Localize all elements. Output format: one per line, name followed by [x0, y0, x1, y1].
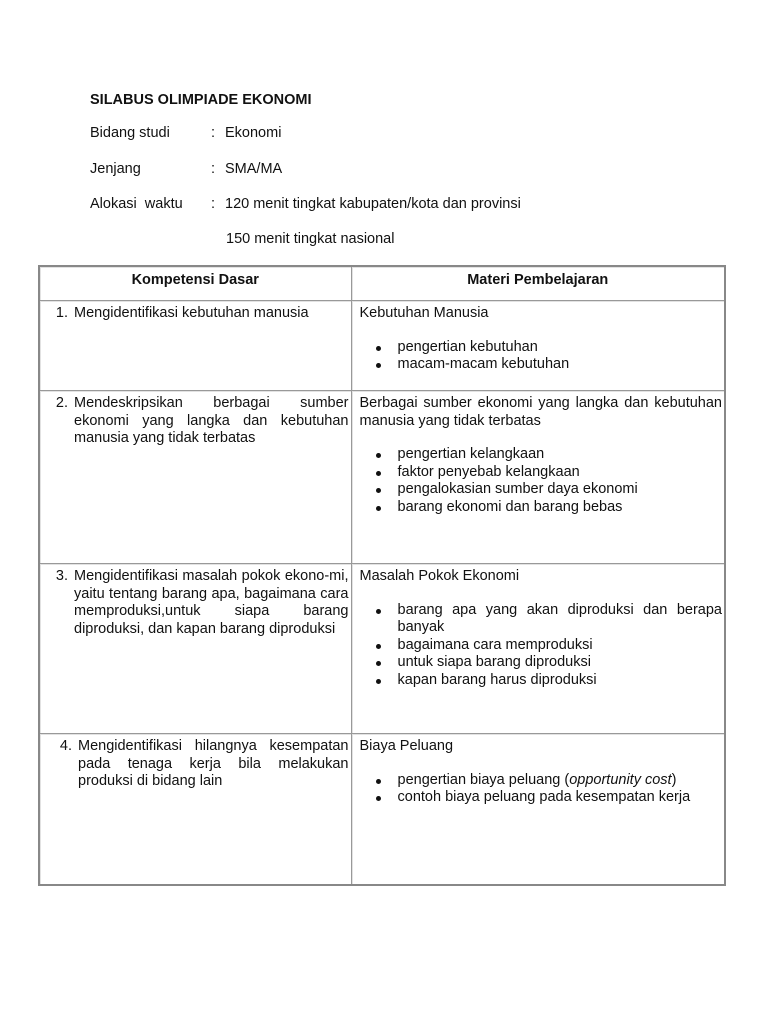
- list-item: [360, 464, 723, 482]
- list-item-close: ): [671, 771, 677, 788]
- list-item-text: untuk siapa barang diproduksi: [397, 654, 591, 670]
- row-number: 2.: [55, 395, 68, 411]
- materi-heading: Kebutuhan Manusia: [359, 305, 489, 321]
- materi-heading: Biaya Peluang: [359, 738, 454, 754]
- row-number: 4.: [59, 738, 72, 754]
- header-kompetensi: [39, 266, 351, 301]
- list-item-text: bagaimana cara memproduksi: [397, 636, 593, 653]
- bullet-icon: [376, 661, 381, 666]
- list-item-text: pengertian kelangkaan: [397, 446, 545, 462]
- materi-list: [360, 446, 723, 516]
- alokasi-value-1: 120 menit tingkat kabupaten/kota dan provinsi: [225, 196, 521, 212]
- list-item-italic: opportunity cost: [569, 771, 672, 788]
- table-header-row: [39, 266, 725, 301]
- list-item-text: barang apa yang akan diproduksi dan berapa banyak: [397, 601, 722, 635]
- kd-text: Mengidentifikasi masalah pokok ekono-mi, yaitu tentang barang apa, bagaimana cara memproduksi,untuk siapa barang diproduksi, dan kapan barang diproduksi: [74, 568, 349, 637]
- materi-cell: [351, 301, 725, 391]
- table-row: [39, 564, 725, 734]
- header-materi: [351, 266, 725, 301]
- bidang-colon: :: [211, 125, 216, 141]
- bidang-value: Ekonomi: [225, 125, 282, 141]
- table-row: [39, 301, 725, 391]
- list-item: [360, 481, 723, 499]
- list-item-text: pengertian biaya peluang (: [397, 771, 570, 788]
- bullet-icon: [376, 346, 381, 351]
- header-kompetensi-label: Kompetensi Dasar: [131, 272, 259, 288]
- list-item: [360, 672, 723, 690]
- list-item: [360, 356, 723, 374]
- list-item: [360, 772, 723, 790]
- jenjang-colon: :: [211, 161, 216, 177]
- alokasi-colon: :: [211, 196, 216, 212]
- materi-cell: [351, 734, 725, 886]
- header-materi-label: Materi Pembelajaran: [467, 272, 609, 288]
- syllabus-table: [38, 265, 726, 886]
- materi-list: [360, 602, 723, 690]
- materi-list: [360, 772, 723, 807]
- bullet-icon: [376, 779, 381, 784]
- kd-cell: [39, 564, 351, 734]
- bullet-icon: [376, 679, 381, 684]
- list-item-text: faktor penyebab kelangkaan: [397, 463, 580, 480]
- list-item-text: pengalokasian sumber daya ekonomi: [397, 481, 638, 497]
- list-item: [360, 654, 723, 672]
- materi-cell: [351, 564, 725, 734]
- list-item-text: macam-macam kebutuhan: [397, 356, 570, 372]
- list-item: [360, 446, 723, 464]
- kd-cell: [39, 391, 351, 564]
- list-item-text: kapan barang harus diproduksi: [397, 671, 597, 688]
- jenjang-label: Jenjang: [90, 161, 141, 177]
- list-item: [360, 789, 723, 807]
- document-title: SILABUS OLIMPIADE EKONOMI: [90, 92, 312, 108]
- table-row: [39, 734, 725, 886]
- bullet-icon: [376, 453, 381, 458]
- row-number: 3.: [55, 568, 68, 584]
- materi-heading: Masalah Pokok Ekonomi: [359, 568, 520, 584]
- alokasi-value-2: 150 menit tingkat nasional: [226, 231, 395, 247]
- bullet-icon: [376, 796, 381, 801]
- list-item: [360, 637, 723, 655]
- materi-list: [360, 339, 723, 374]
- bullet-icon: [376, 609, 381, 614]
- kd-text: Mengidentifikasi kebutuhan manusia: [74, 305, 309, 321]
- bullet-icon: [376, 506, 381, 511]
- bullet-icon: [376, 644, 381, 649]
- kd-cell: [39, 734, 351, 886]
- table-row: [39, 391, 725, 564]
- bullet-icon: [376, 363, 381, 368]
- kd-text: Mengidentifikasi hilangnya kesempatan pada tenaga kerja bila melakukan produksi di bidang lain: [78, 738, 349, 789]
- list-item: [360, 339, 723, 357]
- alokasi-label: Alokasi waktu: [90, 196, 183, 212]
- materi-cell: [351, 391, 725, 564]
- jenjang-value: SMA/MA: [225, 161, 283, 177]
- kd-cell: [39, 301, 351, 391]
- row-number: 1.: [55, 305, 68, 321]
- list-item: [360, 499, 723, 517]
- kd-text: Mendeskripsikan berbagai sumber ekonomi yang langka dan kebutuhan manusia yang tidak terbatas: [74, 395, 349, 446]
- list-item-text: contoh biaya peluang pada kesempatan kerja: [397, 789, 691, 805]
- materi-heading: Berbagai sumber ekonomi yang langka dan kebutuhan manusia yang tidak terbatas: [359, 395, 722, 429]
- bidang-label: Bidang studi: [90, 125, 170, 141]
- list-item-text: barang ekonomi dan barang bebas: [397, 498, 623, 515]
- list-item: [360, 602, 723, 637]
- bullet-icon: [376, 488, 381, 493]
- bullet-icon: [376, 471, 381, 476]
- list-item-text: pengertian kebutuhan: [397, 338, 538, 355]
